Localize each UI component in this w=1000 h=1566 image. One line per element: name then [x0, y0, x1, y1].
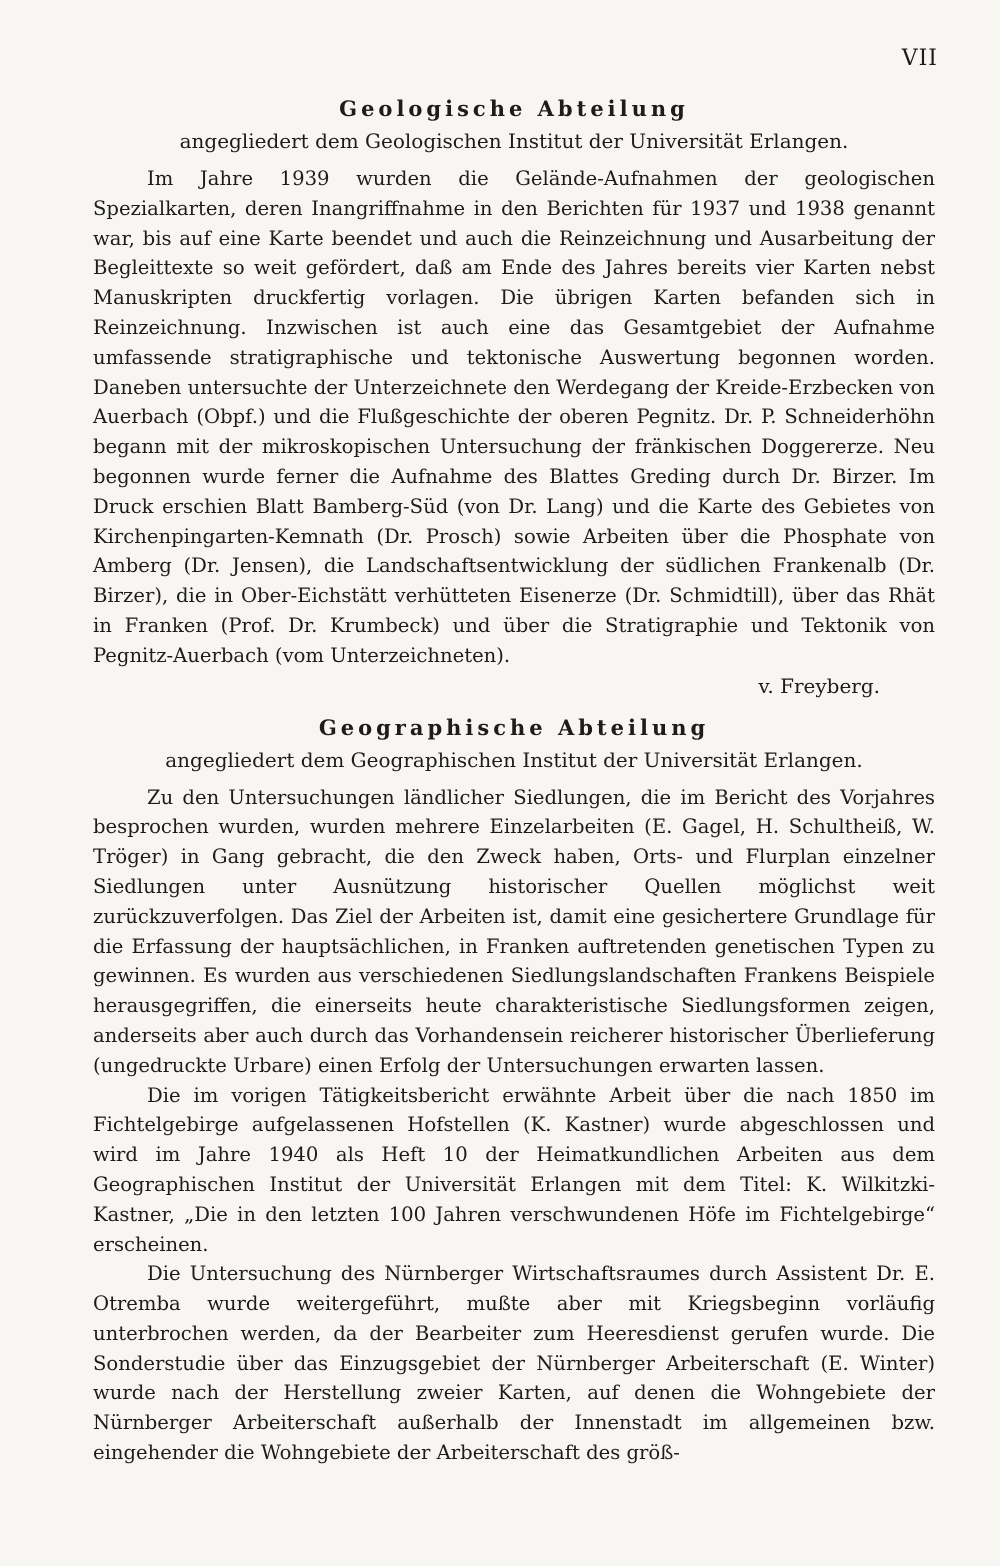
section-heading: Geologische Abteilung	[339, 96, 689, 121]
section-subheading: angegliedert dem Geographischen Institut der Universität Erlangen.	[165, 747, 863, 772]
signature: v. Freyberg.	[758, 673, 880, 698]
paragraph: Die Untersuchung des Nürnberger Wirtschaftsraumes durch Assistent Dr. E. Otremba wurde weitergeführt, mußte aber mit Kriegsbeginn vorläufig unterbrochen werden, da der Bearbeiter zum Heeresdienst gerufen wurde. Die Sonderstudie über das Einzugsgebiet der Nürnberger Arbeiterschaft (E. Winter) wurde nach der Herstellung zweier Karten, auf denen die Wohngebiete der Nürnberger Arbeiterschaft außerhalb der Innenstadt im allgemeinen bzw. eingehender die Wohngebiete der Arbeiterschaft des größ-	[93, 1262, 935, 1465]
page-number: VII	[901, 46, 938, 71]
section-subheading: angegliedert dem Geologischen Institut der Universität Erlangen.	[179, 129, 849, 153]
paragraph: Im Jahre 1939 wurden die Gelände-Aufnahmen der geologischen Spezialkarten, deren Inangriffnahme in den Berichten für 1937 und 1938 genannt war, bis auf eine Karte beendet und auch die Reinzeichnung und Ausarbeitung der Begleittexte so weit gefördert, daß am Ende des Jahres bereits vier Karten nebst Manuskripten druckfertig vorlagen. Die übrigen Karten befanden sich in Reinzeichnung. Inzwischen ist auch eine das Gesamtgebiet der Aufnahme umfassende stratigraphische und tektonische Auswertung begonnen worden. Daneben untersuchte der Unterzeichnete den Werdegang der Kreide-Erzbecken von Auerbach (Obpf.) und die Flußgeschichte der oberen Pegnitz. Dr. P. Schneiderhöhn begann mit der mikroskopischen Untersuchung der fränkischen Doggererze. Neu begonnen wurde ferner die Aufnahme des Blattes Greding durch Dr. Birzer. Im Druck erschien Blatt Bamberg-Süd (von Dr. Lang) und die Karte des Gebietes von Kirchenpingarten-Kemnath (Dr. Prosch) sowie Arbeiten über die Phosphate von Amberg (Dr. Jensen), die Landschaftsentwicklung der südlichen Frankenalb (Dr. Birzer), die in Ober-Eichstätt verhütteten Eisenerze (Dr. Schmidtill), über das Rhät in Franken (Prof. Dr. Krumbeck) und über die Stratigraphie und Tektonik von Pegnitz-Auerbach (vom Unterzeichneten).	[93, 167, 935, 667]
paragraph: Zu den Untersuchungen ländlicher Siedlungen, die im Bericht des Vorjahres besprochen wurden, wurden mehrere Einzelarbeiten (E. Gagel, H. Schultheiß, W. Tröger) in Gang gebracht, die den Zweck haben, Orts- und Flurplan einzelner Siedlungen unter Ausnützung historischer Quellen möglichst weit zurückzuverfolgen. Das Ziel der Arbeiten ist, damit eine gesichertere Grundlage für die Erfassung der hauptsächlichen, in Franken auftretenden genetischen Typen zu gewinnen. Es wurden aus verschiedenen Siedlungslandschaften Frankens Beispiele herausgegriffen, die einerseits heute charakteristische Siedlungsformen zeigen, anderseits aber auch durch das Vorhandensein reicherer historischer Überlieferung (ungedruckte Urbare) einen Erfolg der Untersuchungen erwarten lassen.	[93, 785, 935, 1077]
page-content	[93, 92, 935, 1468]
section-geography	[93, 711, 935, 1468]
paragraph: Die im vorigen Tätigkeitsbericht erwähnte Arbeit über die nach 1850 im Fichtelgebirge aufgelassenen Hofstellen (K. Kastner) wurde abgeschlossen und wird im Jahre 1940 als Heft 10 der Heimatkundlichen Arbeiten aus dem Geographischen Institut der Universität Erlangen mit dem Titel: K. Wilkitzki-Kastner, „Die in den letzten 100 Jahren verschwundenen Höfe im Fichtelgebirge“ erscheinen.	[93, 1083, 935, 1256]
section-geology	[93, 92, 935, 701]
section-heading: Geographische Abteilung	[318, 714, 710, 740]
